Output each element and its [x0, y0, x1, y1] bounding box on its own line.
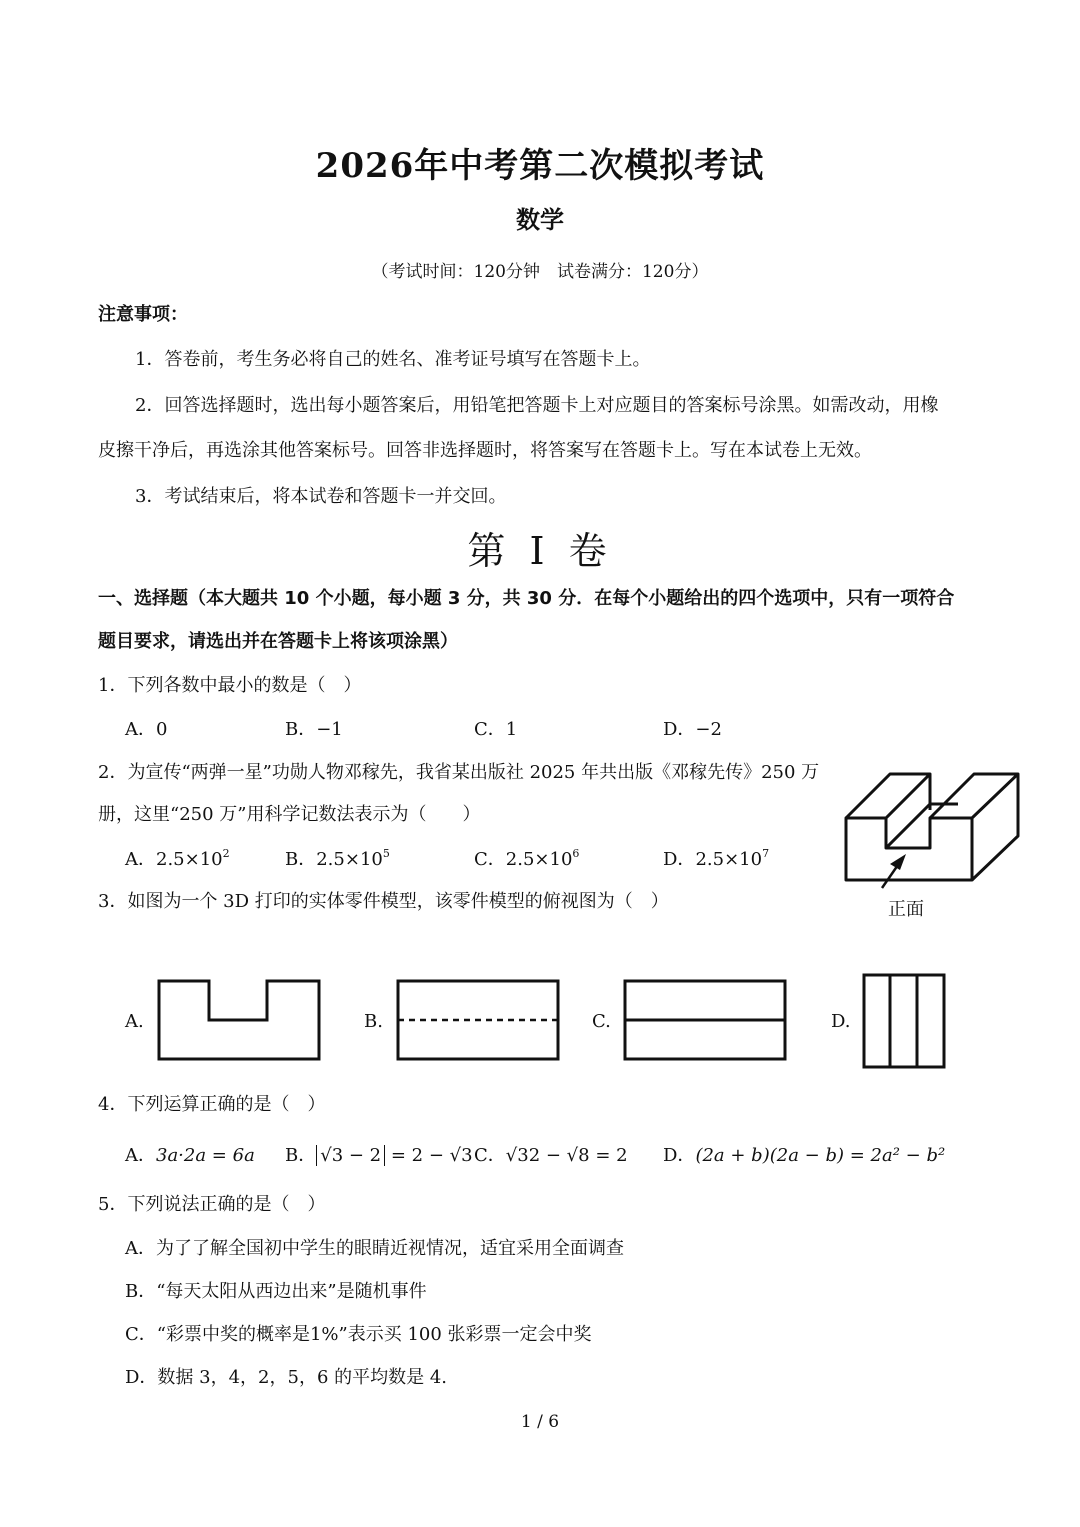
q4-option-c: C．√32 − √8 = 2 [474, 1145, 628, 1166]
q5-stem: 5．下列说法正确的是（ ） [98, 1194, 326, 1215]
q5-option-a: A．为了了解全国初中学生的眼睛近视情况，适宜采用全面调查 [125, 1238, 624, 1259]
q4-stem: 4．下列运算正确的是（ ） [98, 1094, 326, 1115]
section-heading-line2: 题目要求，请选出并在答题卡上将该项涂黑） [98, 631, 458, 652]
section-heading-line1: 一、选择题（本大题共 10 个小题，每小题 3 分，共 30 分．在每个小题给出的四个选项中，只有一项符合 [98, 588, 955, 609]
q5-option-c: C．“彩票中奖的概率是1%”表示买 100 张彩票一定会中奖 [125, 1324, 592, 1345]
q3-option-b-figure [396, 979, 560, 1061]
q4-option-d: D．(2a + b)(2a − b) = 2a² − b² [663, 1145, 946, 1166]
q3-option-a-figure [157, 979, 321, 1061]
notes-heading: 注意事项： [98, 304, 188, 325]
q3-model-figure [840, 768, 1030, 888]
q3-option-d-label: D. [831, 1011, 851, 1032]
note-item-2-cont: 皮擦干净后，再选涂其他答案标号。回答非选择题时，将答案写在答题卡上。写在本试卷上无效。 [98, 440, 872, 461]
page-number: 1 / 6 [520, 1412, 560, 1432]
q4-option-b: B． √3 − 2 = 2 − √3 [285, 1145, 473, 1166]
exam-info: （考试时间：120分钟 试卷满分：120分） [371, 262, 709, 282]
q1-stem: 1．下列各数中最小的数是（ ） [98, 675, 362, 696]
q3-option-a-label: A. [125, 1011, 144, 1032]
q2-stem-line2: 册，这里“250 万”用科学记数法表示为（ ） [98, 804, 481, 825]
q1-option-d: D．−2 [663, 719, 722, 740]
q3-figure-label: 正面 [888, 899, 924, 920]
q5-option-b: B．“每天太阳从西边出来”是随机事件 [125, 1281, 427, 1302]
note-item-3: 3．考试结束后，将本试卷和答题卡一并交回。 [135, 486, 507, 507]
q3-option-b-label: B. [364, 1011, 383, 1032]
note-item-2: 2．回答选择题时，选出每小题答案后，用铅笔把答题卡上对应题目的答案标号涂黑。如需改动，用橡 [135, 395, 939, 416]
q3-option-c-label: C. [592, 1011, 611, 1032]
q2-option-d: D．$2.5\times 10^7$ [663, 847, 770, 870]
note-item-1: 1．答卷前，考生务必将自己的姓名、准考证号填写在答题卡上。 [135, 349, 651, 370]
q3-option-c-figure [623, 979, 787, 1061]
q2-option-b: B．$2.5\times 10^5$ [285, 847, 390, 870]
q2-stem-line1: 2．为宣传“两弹一星”功勋人物邓稼先，我省某出版社 2025 年共出版《邓稼先传》250 万 [98, 762, 820, 783]
q3-stem: 3．如图为一个 3D 打印的实体零件模型，该零件模型的俯视图为（ ） [98, 891, 669, 912]
q1-option-a: A．0 [125, 719, 168, 740]
exam-title: 2026年中考第二次模拟考试 [315, 146, 765, 186]
volume-title: 第 I 卷 [467, 529, 613, 573]
subject-title: 数学 [516, 206, 564, 234]
q1-option-b: B．−1 [285, 719, 343, 740]
q5-option-d: D．数据 3，4，2，5，6 的平均数是 4. [125, 1367, 448, 1388]
q4-option-a: A．3a·2a = 6a [125, 1145, 255, 1166]
q2-option-c: C．$2.5\times 10^6$ [474, 847, 580, 870]
q3-option-d-figure [862, 973, 946, 1069]
q1-option-c: C．1 [474, 719, 518, 740]
q2-option-a: A．$2.5\times 10^2$ [125, 847, 230, 870]
